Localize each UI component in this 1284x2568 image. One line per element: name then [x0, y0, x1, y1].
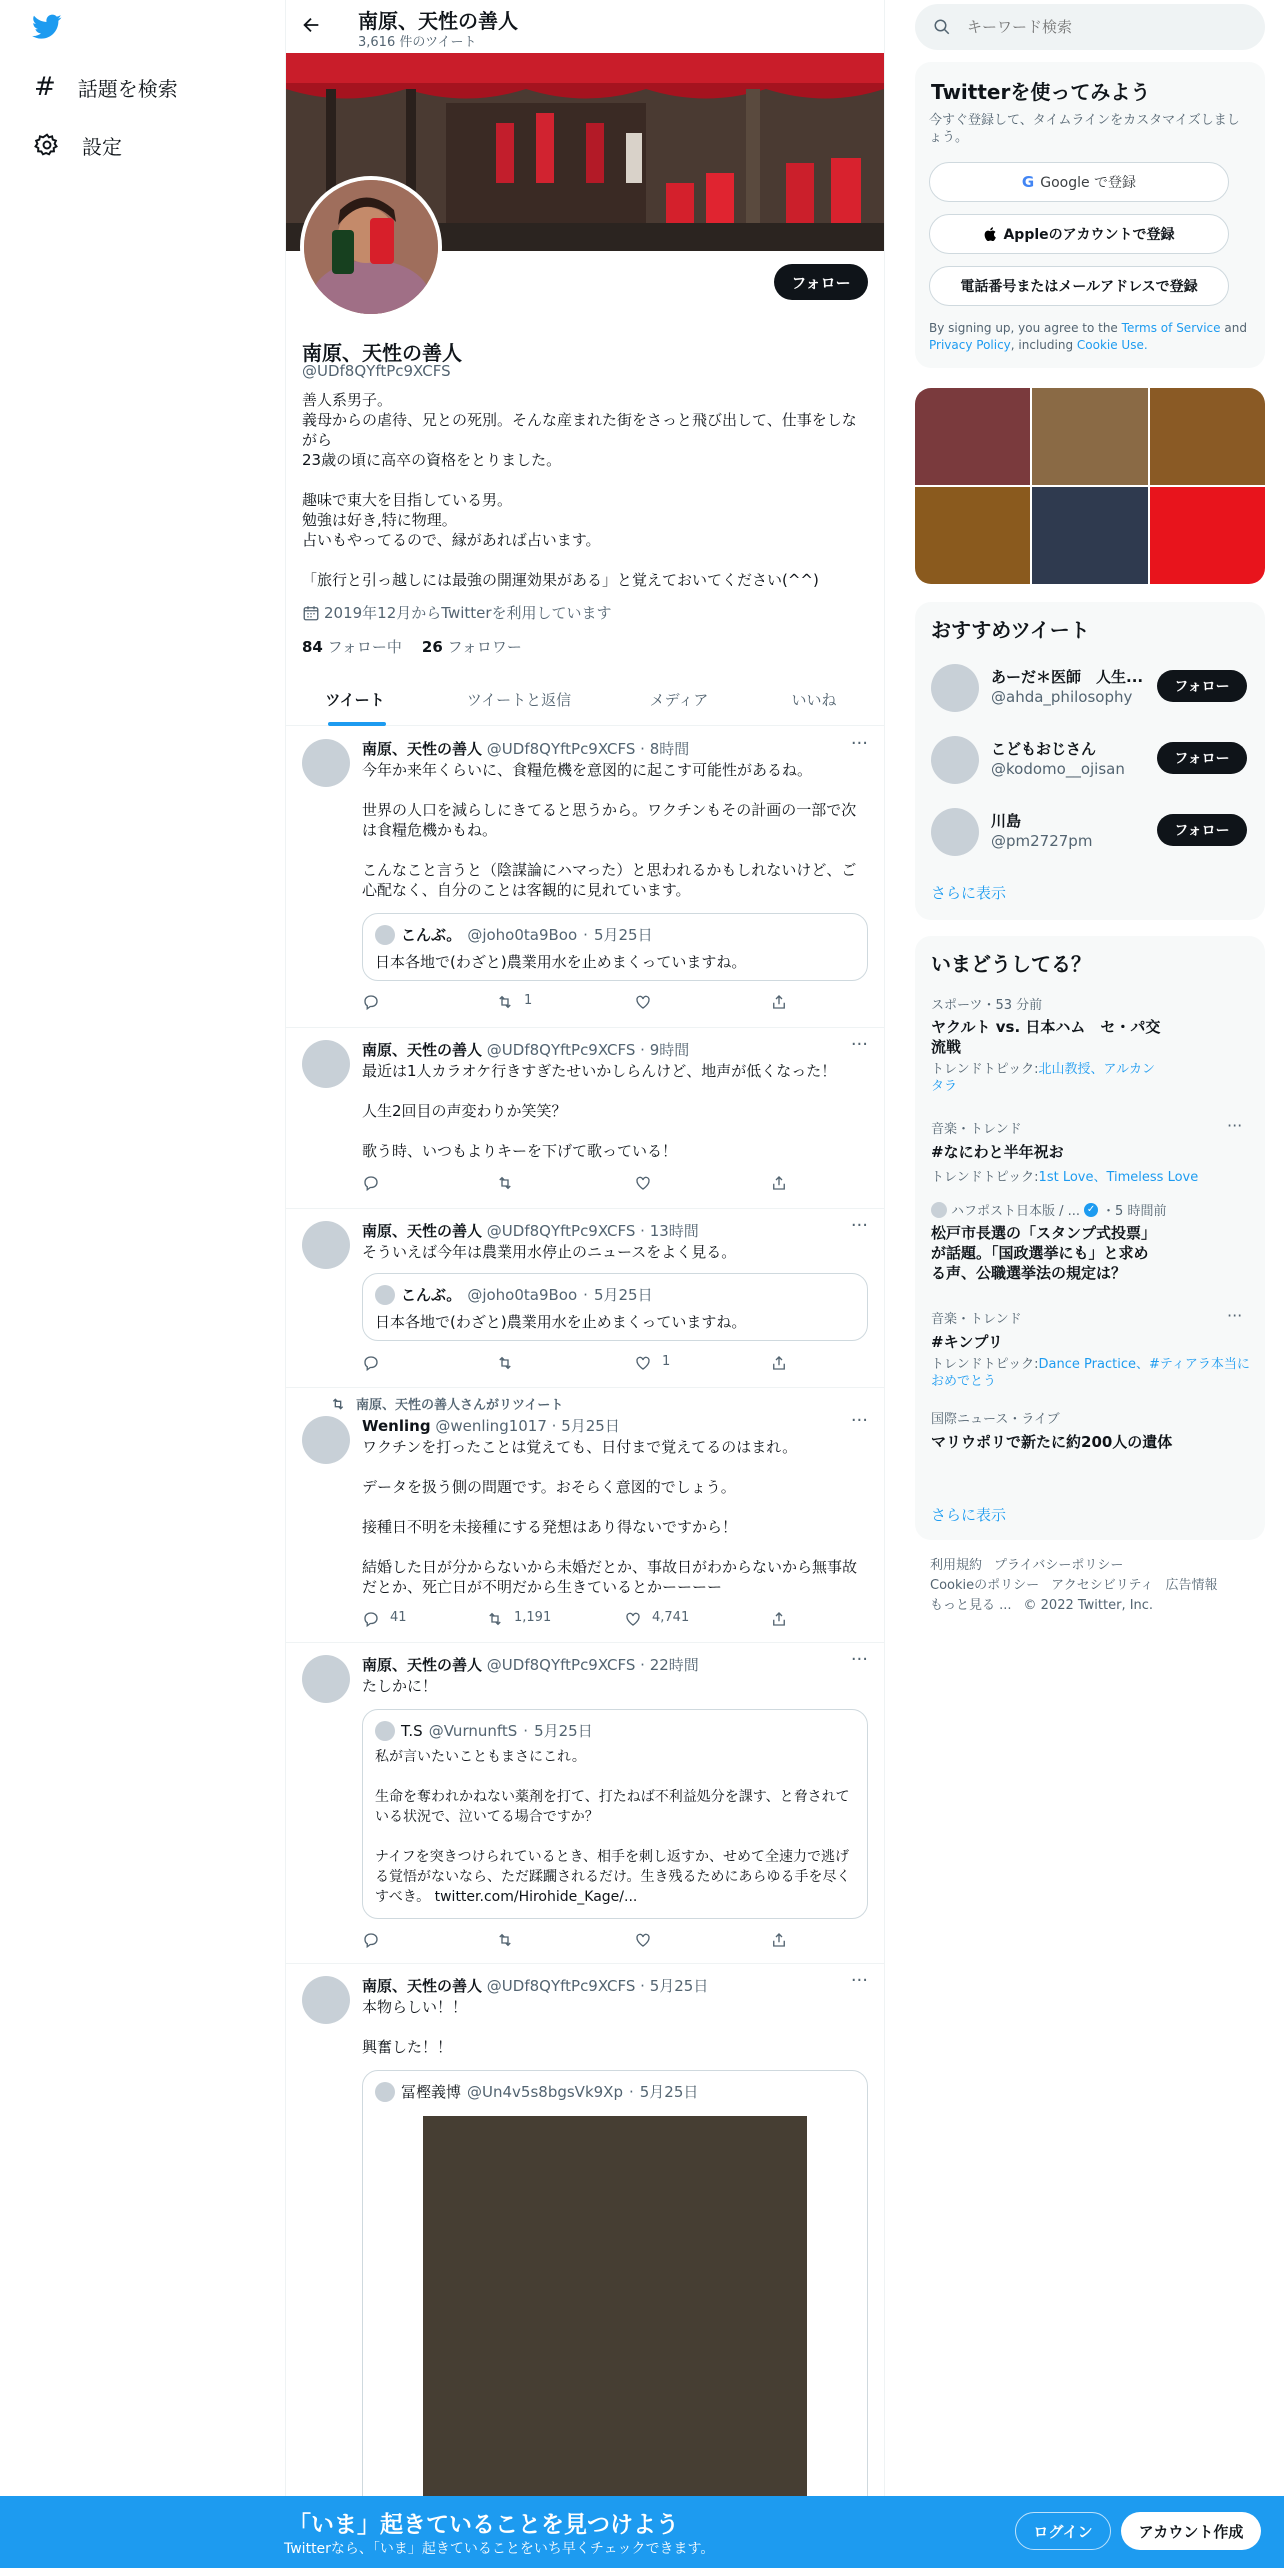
reply-icon[interactable]: [362, 1610, 407, 1628]
trend-topic: [931, 1166, 1251, 1185]
trend-topic-prefix: トレンドトピック:: [931, 1062, 1039, 1077]
quote-handle: @VurnunftS: [428, 1721, 518, 1740]
terms-link[interactable]: Terms of Service: [1121, 321, 1221, 335]
more-icon[interactable]: ···: [850, 1034, 868, 1055]
quote-handle: @Un4v5s8bgsVk9Xp: [467, 2082, 623, 2101]
avatar: [931, 1202, 947, 1218]
trend-title: ヤクルト vs. 日本ハム セ・パ交 流戦: [931, 1018, 1161, 1056]
quote-text: 日本各地で(わざと)農業用水を止めまくっていますね。: [375, 953, 747, 971]
quote-handle: @joho0ta9Boo: [467, 1285, 578, 1304]
follow-button[interactable]: フォロー: [774, 264, 868, 300]
profile-name: 南原、天性の善人: [302, 341, 462, 365]
profile-stats: [302, 636, 522, 657]
follow-button[interactable]: フォロー: [1157, 670, 1247, 702]
phone-signup-button[interactable]: [929, 266, 1229, 306]
trend-topic: [931, 1061, 1251, 1095]
tweet-header: [362, 1654, 699, 1675]
more-icon[interactable]: ···: [850, 733, 868, 754]
footer-cookie-link[interactable]: Cookieのポリシー: [930, 1578, 1040, 1593]
quote-header: [375, 1284, 855, 1305]
trend-item[interactable]: [931, 1200, 1251, 1283]
recommend-title: おすすめツイート: [931, 618, 1090, 642]
dot-separator: ·: [635, 1656, 650, 1674]
tweet-handle: @UDf8QYftPc9XCFS: [486, 1656, 636, 1674]
quote-text: 私が言いたいこともまさにこれ。 生命を奪われかねない薬剤を打て、打たねば不利益処分を課す、と脅されている状況で、泣いてる場合ですか？ ナイフを突きつけられているとき、相手を刺し返すか、せめて全速力で逃げる覚悟がないなら、ただ蹂躙されるだけ。生き残るためにあらゆる手を尽くすべき。 twitter.com/Hirohide_Kage/...: [375, 1749, 851, 1905]
follow-button[interactable]: フォロー: [1157, 814, 1247, 846]
retweet-icon[interactable]: [486, 1610, 551, 1628]
dot-separator: ·: [583, 925, 588, 944]
reply-count: 41: [390, 1610, 407, 1625]
tweet[interactable]: [286, 727, 884, 1027]
search-input[interactable]: [967, 18, 1227, 36]
tweet-text: 今年か来年くらいに、食糧危機を意図的に起こす可能性があるね。 世界の人口を減らしにきてると思うから。ワクチンもその計画の一部で次は食糧危機かもね。 こんなこと言うと（陰謀論にハマった）と思われるかもしれないけど、ご心配なく、自分のことは客観的に見れています。: [362, 761, 857, 899]
quoted-tweet[interactable]: [362, 913, 868, 981]
tweet-handle: @UDf8QYftPc9XCFS: [486, 740, 636, 758]
apple-icon: [983, 226, 997, 242]
create-account-label: アカウント作成: [1138, 2522, 1244, 2541]
avatar[interactable]: [302, 1655, 350, 1703]
profile-joined: [302, 602, 612, 623]
trend-meta: 国際ニュース・ライブ: [931, 1412, 1060, 1427]
nav-explore-label: 話題を検索: [77, 76, 178, 101]
footer-links: [930, 1556, 1260, 1616]
quote-author: こんぶ。: [401, 1286, 462, 1304]
quote-header: [375, 2081, 855, 2102]
tab-active-indicator: [328, 722, 386, 726]
media-thumb[interactable]: [915, 388, 1030, 485]
tweet-text: そういえば今年は農業用水停止のニュースをよく見る。: [362, 1243, 737, 1261]
nav-explore[interactable]: [34, 70, 178, 104]
trend-title: 松戸市長選の「スタンプ式投票」 が話題。「国政選挙にも」と求め る声、公職選挙法の規定は？: [931, 1224, 1157, 1282]
retweet-icon[interactable]: [496, 1354, 514, 1372]
tweet-text: 本物らしい！！ 興奮した！！: [362, 1998, 468, 2056]
avatar[interactable]: [302, 1976, 350, 2024]
profile-avatar[interactable]: [300, 176, 442, 318]
tweet-header: [362, 1220, 699, 1241]
tweet-handle: @wenling1017: [435, 1417, 547, 1435]
trends-title: いまどうしてる？: [931, 952, 1091, 976]
tweet[interactable]: [286, 1028, 884, 1208]
footer-ads-link[interactable]: 広告情報: [1165, 1578, 1218, 1593]
center-border-right: [884, 0, 885, 2568]
footer-line-3: [930, 1596, 1260, 1616]
quote-handle: @joho0ta9Boo: [467, 925, 578, 944]
profile-joined-text: 2019年12月からTwitterを利用しています: [324, 604, 612, 622]
avatar: [375, 2082, 395, 2102]
quote-author: T.S: [401, 1721, 423, 1740]
like-icon[interactable]: [634, 993, 652, 1011]
tab-tweets-label: ツイート: [325, 690, 385, 709]
cookie-link[interactable]: Cookie Use.: [1076, 338, 1148, 352]
quote-author: こんぶ。: [401, 926, 462, 944]
tweet-actions: [362, 1354, 802, 1374]
tweet-header: [362, 738, 689, 759]
follow-button[interactable]: フォロー: [1157, 742, 1247, 774]
tweet-time[interactable]: 9時間: [649, 1041, 690, 1059]
trend-topic-prefix: トレンドトピック:: [931, 1170, 1039, 1185]
tab-media[interactable]: [614, 672, 744, 726]
tweet-time[interactable]: 13時間: [649, 1222, 699, 1240]
header-tweet-count: 3,616 件のツイート: [358, 35, 477, 50]
quote-time: 5月25日: [639, 2083, 699, 2101]
tweet-actions: [362, 1610, 802, 1630]
trend-topic-prefix: トレンドトピック:: [931, 1357, 1039, 1372]
dot-separator: ·: [583, 1285, 588, 1304]
google-signup-button[interactable]: [929, 162, 1229, 202]
trend-title: マリウポリで新たに約200人の遺体: [931, 1433, 1173, 1451]
trend-meta: 音楽・トレンド: [931, 1312, 1022, 1327]
trend-topic-link[interactable]: 1st Love、Timeless Love: [1038, 1170, 1199, 1185]
media-thumb[interactable]: [1032, 388, 1147, 485]
profile-bio: 善人系男子。 義母からの虐待、兄との死別。そんな産まれた街をさっと飛び出して、仕事をしながら 23歳の頃に高卒の資格をとりました。 趣味で東大を目指している男。 勉強は好き,特に物理。 占いもやってるので、縁があれば占います。 「旅行と引っ越しには最強の開運効果がある」と覚えておいてください(^^): [302, 391, 857, 589]
reply-icon[interactable]: [362, 1354, 380, 1372]
tweet-time[interactable]: 8時間: [649, 740, 690, 758]
tweet-actions: [362, 993, 802, 1013]
signup-subtitle: 今すぐ登録して、タイムラインをカスタマイズしましょう。: [929, 113, 1240, 145]
trend-source: ハフポスト日本版 / ...: [951, 1204, 1081, 1219]
trend-time: ・5 時間前: [1102, 1204, 1167, 1219]
like-count: 1: [662, 1354, 671, 1369]
quote-time: 5月25日: [593, 1286, 653, 1304]
terms-and: and: [1224, 321, 1247, 335]
footer-copyright: © 2022 Twitter, Inc.: [1023, 1598, 1154, 1613]
media-thumb[interactable]: [915, 487, 1030, 584]
trend-meta: スポーツ・53 分前: [931, 998, 1043, 1013]
media-thumb[interactable]: [1032, 487, 1147, 584]
recommend-user-name[interactable]: あーだ＊医師 人生...: [991, 668, 1144, 686]
quote-time: 5月25日: [534, 1722, 593, 1740]
reply-icon[interactable]: [362, 993, 380, 1011]
more-icon[interactable]: ···: [1227, 1306, 1243, 1325]
trend-item[interactable]: [931, 1408, 1251, 1452]
tweet-actions: [362, 1931, 802, 1951]
tweet-time[interactable]: 22時間: [649, 1656, 699, 1674]
recommend-user-handle: @pm2727pm: [991, 832, 1093, 850]
privacy-link[interactable]: Privacy Policy: [929, 338, 1011, 352]
trend-item[interactable]: [931, 1118, 1251, 1185]
avatar[interactable]: [302, 739, 350, 787]
retweeted-by-text[interactable]: 南原、天性の善人さんがリツイート: [356, 1398, 564, 1413]
following-link[interactable]: [302, 636, 402, 657]
trend-meta: 音楽・トレンド: [931, 1122, 1022, 1137]
media-thumb[interactable]: [1150, 487, 1265, 584]
recommend-user[interactable]: [931, 732, 1251, 788]
like-icon[interactable]: [634, 1931, 652, 1949]
share-icon[interactable]: [770, 1354, 788, 1372]
hashtag-icon: #: [34, 72, 56, 102]
create-account-button[interactable]: [1121, 2512, 1261, 2550]
twitter-logo-icon[interactable]: [32, 14, 62, 40]
avatar: [375, 1721, 395, 1741]
dot-separator: ·: [523, 1721, 529, 1740]
tab-likes-label: いいね: [791, 690, 837, 709]
left-nav: [30, 0, 250, 200]
trend-title: #キンプリ: [931, 1333, 1003, 1351]
more-icon[interactable]: ···: [850, 1410, 868, 1431]
profile-handle: @UDf8QYftPc9XCFS: [302, 362, 451, 380]
tweet-text: ワクチンを打ったことは覚えても、日付まで覚えてるのはまれ。 データを扱う側の問題です。おそらく意図的でしょう。 接種日不明を未接種にする発想はあり得ないですから！ 結婚した日が分からないから未婚だとか、事故日がわからないから無事故だとか、死亡日が不明だから生きているとかーーーー: [362, 1438, 858, 1596]
quoted-tweet[interactable]: [362, 1273, 868, 1341]
dot-separator: ·: [635, 1041, 650, 1059]
google-signup-label: Google で登録: [1040, 175, 1137, 191]
nav-settings[interactable]: [34, 128, 122, 162]
gear-icon: [34, 132, 60, 158]
footer-line-1: [930, 1556, 1260, 1576]
tweet-handle: @UDf8QYftPc9XCFS: [486, 1041, 636, 1059]
trend-topic: [931, 1356, 1251, 1390]
recommend-show-more[interactable]: さらに表示: [931, 884, 1007, 902]
quoted-tweet[interactable]: [362, 1709, 868, 1919]
tweet-author[interactable]: 南原、天性の善人: [362, 1041, 483, 1059]
share-icon[interactable]: [770, 993, 788, 1011]
dot-separator: ·: [635, 1222, 650, 1240]
footer-line-2: [930, 1576, 1260, 1596]
login-label: ログイン: [1033, 2522, 1093, 2541]
search-icon: [933, 18, 951, 36]
search-box[interactable]: [915, 4, 1265, 50]
like-icon[interactable]: [624, 1610, 689, 1628]
trends-card: [915, 936, 1265, 1540]
trends-show-more[interactable]: さらに表示: [931, 1506, 1007, 1524]
dot-separator: ·: [546, 1417, 562, 1435]
like-icon[interactable]: [634, 1354, 670, 1372]
tweet-text: 最近は1人カラオケ行きすぎたせいかしらんけど、地声が低くなった！ 人生2回目の声変わりか笑笑？ 歌う時、いつもよりキーを下げて歌っている！: [362, 1062, 837, 1160]
dot-separator: ·: [628, 2082, 634, 2101]
recommend-user-handle: @ahda_philosophy: [991, 688, 1133, 706]
tab-media-label: メディア: [649, 690, 709, 709]
bottom-signup-bar: [0, 2496, 1284, 2568]
terms-including: , including: [1010, 338, 1074, 352]
media-thumb[interactable]: [1150, 388, 1265, 485]
signup-title: Twitterを使ってみよう: [931, 80, 1151, 104]
share-icon[interactable]: [770, 1931, 788, 1949]
recommend-user[interactable]: [931, 804, 1251, 860]
followers-link[interactable]: [422, 636, 522, 657]
followers-count: 26: [421, 638, 443, 656]
like-count: 4,741: [652, 1610, 690, 1625]
recommend-card: [915, 602, 1265, 920]
back-arrow-icon[interactable]: [300, 14, 322, 36]
nav-settings-label: 設定: [82, 134, 122, 159]
tab-tweets-replies-label: ツイートと返信: [466, 690, 572, 709]
header-title: 南原、天性の善人: [358, 9, 518, 33]
reply-icon[interactable]: [362, 1931, 380, 1949]
media-grid: [915, 388, 1265, 584]
calendar-icon: [302, 604, 320, 622]
retweet-icon[interactable]: [496, 993, 532, 1011]
tab-tweets[interactable]: [286, 672, 424, 726]
trend-topic-link[interactable]: 北山教授、アルカン タラ: [931, 1062, 1156, 1094]
footer-more-link[interactable]: もっと見る ...: [930, 1598, 1012, 1613]
more-icon[interactable]: ···: [850, 1215, 868, 1236]
tweet-author[interactable]: Wenling: [362, 1417, 431, 1435]
tweet-handle: @UDf8QYftPc9XCFS: [486, 1977, 636, 1995]
quote-header: [375, 924, 855, 945]
footer-terms-link[interactable]: 利用規約: [930, 1558, 983, 1573]
bottom-bar-subtitle: Twitterなら、「いま」起きていることをいち早くチェックできます。: [284, 2541, 715, 2557]
tweet-handle: @UDf8QYftPc9XCFS: [486, 1222, 636, 1240]
share-icon[interactable]: [770, 1174, 788, 1192]
tweet-time[interactable]: 5月25日: [561, 1417, 620, 1435]
retweet-icon[interactable]: [496, 1931, 514, 1949]
more-icon[interactable]: ···: [1227, 1116, 1243, 1135]
quote-header: [375, 1720, 855, 1741]
dot-separator: ·: [635, 1977, 650, 1995]
avatar[interactable]: [931, 736, 979, 784]
like-icon[interactable]: [634, 1174, 652, 1192]
tweet-time[interactable]: 5月25日: [649, 1977, 709, 1995]
avatar: [375, 925, 395, 945]
footer-accessibility-link[interactable]: アクセシビリティ: [1051, 1578, 1154, 1593]
avatar[interactable]: [302, 1221, 350, 1269]
tweet-author[interactable]: 南原、天性の善人: [362, 1656, 483, 1674]
tweet-author[interactable]: 南原、天性の善人: [362, 1222, 483, 1240]
avatar: [375, 1285, 395, 1305]
quote-text: 日本各地で(わざと)農業用水を止めまくっていますね。: [375, 1313, 747, 1331]
apple-signup-button[interactable]: [929, 214, 1229, 254]
retweet-indicator: [330, 1394, 563, 1413]
share-icon[interactable]: [770, 1610, 788, 1628]
retweet-count: 1: [524, 993, 533, 1008]
quoted-tweet[interactable]: [362, 2070, 868, 2504]
recommend-user-name[interactable]: こどもおじさん: [991, 740, 1097, 758]
google-icon: G: [1021, 173, 1035, 191]
quote-time: 5月25日: [593, 926, 653, 944]
tweet-header: [362, 1415, 620, 1436]
avatar[interactable]: [302, 1040, 350, 1088]
recommend-user-name[interactable]: 川島: [991, 812, 1022, 830]
phone-signup-label: 電話番号またはメールアドレスで登録: [960, 279, 1198, 295]
following-label: フォロー中: [327, 638, 402, 656]
tweet[interactable]: [286, 1388, 884, 1642]
terms-prefix: By signing up, you agree to the: [929, 321, 1118, 335]
apple-signup-label: Appleのアカウントで登録: [1003, 227, 1175, 243]
followers-label: フォロワー: [447, 638, 522, 656]
tweet-header: [362, 1975, 708, 1996]
retweet-small-icon: [330, 1396, 346, 1412]
avatar[interactable]: [931, 808, 979, 856]
tweet[interactable]: [286, 1209, 884, 1387]
tweet-author[interactable]: 南原、天性の善人: [362, 1977, 483, 1995]
profile-tabs: [286, 672, 884, 726]
tweet-actions: [362, 1174, 802, 1194]
following-count: 84: [302, 638, 323, 656]
quote-author: 冨樫義博: [401, 2083, 462, 2101]
retweet-icon[interactable]: [496, 1174, 514, 1192]
tweet-author[interactable]: 南原、天性の善人: [362, 740, 483, 758]
login-button[interactable]: [1015, 2512, 1111, 2550]
more-icon[interactable]: ···: [850, 1970, 868, 1991]
profile-header: [286, 0, 884, 53]
trend-item[interactable]: [931, 1308, 1251, 1390]
verified-badge-icon: ✓: [1084, 1203, 1098, 1217]
trend-topic-link[interactable]: Dance Practice、#ティアラ本当に おめでとう: [931, 1357, 1250, 1389]
tweet-header: [362, 1039, 689, 1060]
avatar[interactable]: [302, 1416, 350, 1464]
recommend-user-handle: @kodomo__ojisan: [991, 760, 1125, 778]
signup-terms: [929, 320, 1251, 354]
trend-item[interactable]: [931, 994, 1251, 1095]
trend-title: #なにわと半年祝お: [931, 1143, 1064, 1161]
tweet[interactable]: [286, 1964, 884, 2504]
quote-image[interactable]: [423, 2116, 807, 2504]
more-icon[interactable]: ···: [850, 1649, 868, 1670]
tweet-text: たしかに！: [362, 1677, 438, 1695]
tab-tweets-replies[interactable]: [424, 672, 614, 726]
avatar[interactable]: [931, 664, 979, 712]
tweet[interactable]: [286, 1643, 884, 1963]
signup-card: [915, 62, 1265, 368]
bottom-bar-title: 「いま」起きていることを見つけよう: [288, 2512, 679, 2538]
recommend-user[interactable]: [931, 660, 1251, 716]
reply-icon[interactable]: [362, 1174, 380, 1192]
trend-meta: [931, 1200, 1251, 1219]
footer-privacy-link[interactable]: プライバシーポリシー: [994, 1558, 1124, 1573]
retweet-count: 1,191: [514, 1610, 552, 1625]
tab-likes[interactable]: [744, 672, 884, 726]
dot-separator: ·: [635, 740, 650, 758]
